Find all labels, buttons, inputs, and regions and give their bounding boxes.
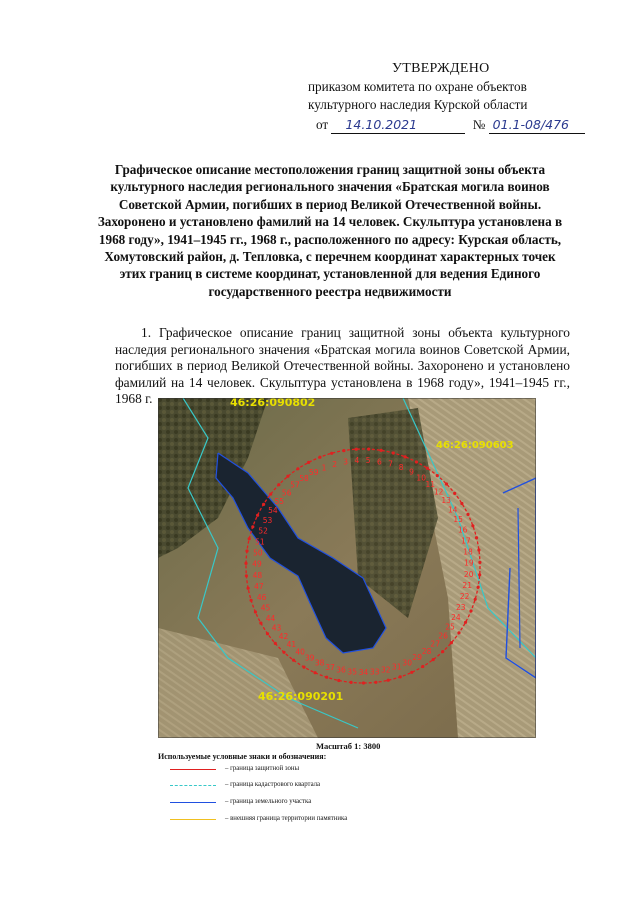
boundary-point-marker [387,679,390,682]
boundary-point-marker [404,455,407,458]
boundary-point-marker [421,665,424,668]
boundary-point-marker [296,467,299,470]
boundary-point-label: 17 [461,536,471,546]
boundary-point-label: 24 [451,613,461,622]
date-value: 14.10.2021 [345,117,418,132]
map-scale: Масштаб 1: 3800 [316,741,381,751]
boundary-point-marker [292,659,295,662]
boundary-point-label: 19 [464,558,474,568]
boundary-point-marker [464,621,467,624]
boundary-point-label: 39 [304,653,315,663]
boundary-point-marker [277,483,280,486]
boundary-point-marker [471,524,474,527]
boundary-point-label: 8 [398,463,404,473]
boundary-point-label: 38 [314,658,325,668]
legend-swatch [170,819,216,820]
boundary-point-marker [436,474,439,477]
boundary-point-marker [245,574,248,577]
number-prefix: № [472,117,486,132]
boundary-point-label: 16 [457,525,468,535]
boundary-point-label: 35 [347,667,357,677]
boundary-point-marker [245,549,248,552]
legend-label: – граница защитной зоны [225,765,300,772]
boundary-point-label: 53 [262,516,273,526]
boundary-point-label: 18 [463,547,473,557]
boundary-point-label: 49 [252,559,262,569]
boundary-point-marker [478,573,481,576]
boundary-point-label: 5 [365,456,371,466]
legend-swatch [170,785,216,786]
boundary-point-marker [355,448,358,451]
boundary-point-label: 46 [256,593,267,602]
boundary-point-marker [478,561,481,564]
boundary-point-label: 7 [388,459,393,469]
legend-swatch [170,802,216,803]
boundary-point-label: 27 [430,639,440,649]
boundary-point-marker [254,610,257,613]
boundary-point-marker [475,536,478,539]
cadastral-label-1: 46:26:090802 [230,398,316,409]
approval-line-1: приказом комитета по охране объектов [308,79,527,94]
boundary-point-marker [269,493,272,496]
boundary-point-label: 10 [416,473,426,483]
boundary-point-marker [469,609,472,612]
boundary-point-label: 13 [441,496,451,506]
boundary-point-marker [256,514,259,517]
boundary-point-marker [474,598,477,601]
boundary-point-marker [250,599,253,602]
boundary-point-marker [251,525,254,528]
boundary-point-label: 22 [459,592,470,602]
boundary-point-marker [426,467,429,470]
cadastral-label-3: 46:26:090201 [258,690,344,703]
boundary-point-marker [445,482,448,485]
boundary-point-label: 42 [278,632,289,642]
boundary-point-label: 51 [255,537,265,547]
boundary-point-label: 23 [456,602,466,612]
boundary-point-marker [415,460,418,463]
boundary-point-label: 41 [286,640,297,650]
boundary-point-label: 44 [265,613,276,623]
boundary-point-label: 45 [260,603,271,613]
boundary-point-label: 6 [377,457,382,467]
boundary-point-label: 21 [462,581,472,591]
boundary-point-marker [286,475,289,478]
number-field [489,116,585,134]
boundary-point-marker [392,451,395,454]
boundary-point-marker [282,651,285,654]
boundary-point-marker [325,676,328,679]
section-paragraph [115,325,570,408]
boundary-point-marker [350,681,353,684]
boundary-point-label: 4 [354,456,360,466]
boundary-point-marker [307,461,310,464]
boundary-point-label: 34 [358,668,369,677]
number-value: 01.1-08/476 [492,117,569,132]
boundary-point-marker [244,562,247,565]
document-title: Графическое описание местоположения границ защитной зоны объекта культурного наследия регионального значения «Братская могила воинов Советской Армии, погибших в период Великой Отечественной войны. Захоронено и установлено фамилий на 14 человек. Скульптура установлена в 1968 году», 1941–1945 гг., 1968 г., расположенного по адресу: Курская область, Хомутовский район, д. Тепловка, с перечнем координат характерных точек этих границ в системе координат, установленной для ведения Единого государственного реестра недвижимости [97,162,563,299]
legend-title: Используемые условные знаки и обозначения: [158,752,327,761]
boundary-point-label: 2 [332,459,338,469]
boundary-point-marker [342,449,345,452]
boundary-point-marker [259,622,262,625]
boundary-point-marker [274,642,277,645]
legend-swatch [170,769,216,770]
legend-label: – внешняя граница территории памятника [225,815,348,822]
boundary-point-marker [337,679,340,682]
boundary-point-label: 48 [252,570,263,580]
boundary-point-label: 47 [254,582,264,592]
boundary-point-label: 55 [274,496,285,506]
boundary-point-label: 30 [402,658,412,668]
boundary-point-marker [477,586,480,589]
boundary-point-marker [362,681,365,684]
boundary-point-marker [460,502,463,505]
boundary-point-label: 12 [433,487,444,497]
boundary-point-label: 1 [321,463,327,473]
boundary-point-marker [450,641,453,644]
boundary-point-marker [374,681,377,684]
boundary-point-label: 57 [290,480,300,490]
date-field [331,116,465,134]
boundary-point-marker [466,513,469,516]
boundary-point-label: 3 [343,457,349,467]
boundary-point-label: 25 [445,622,455,632]
boundary-point-label: 58 [299,473,309,483]
boundary-point-label: 29 [412,653,422,663]
boundary-point-marker [262,503,265,506]
boundary-point-label: 33 [369,667,380,677]
boundary-point-marker [432,658,435,661]
boundary-point-label: 11 [425,480,436,490]
boundary-point-marker [441,650,444,653]
boundary-point-label: 36 [336,665,346,675]
approval-line-2: культурного наследия Курской области [308,97,528,112]
boundary-point-label: 59 [308,468,319,478]
aerial-map [158,398,536,738]
boundary-point-marker [367,448,370,451]
boundary-point-label: 20 [463,570,474,579]
boundary-point-label: 9 [409,467,414,477]
boundary-point-label: 56 [281,488,292,498]
approval-heading: УТВЕРЖДЕНО [392,61,490,76]
boundary-point-marker [399,675,402,678]
approval-date-line [316,116,585,134]
boundary-point-marker [314,671,317,674]
boundary-point-marker [330,452,333,455]
boundary-point-marker [457,631,460,634]
boundary-point-marker [302,666,305,669]
boundary-point-label: 40 [295,647,305,657]
paragraph-text: 1. Графическое описание границ защитной зоны объекта культурного наследия регионального значения «Братская могила воинов Советской Армии, погибших в период Великой Отечественной войны. Захоронено и установлено фамилий на 14 человек. Скульптура установлена в 1968 году», 1941–1945 гг., 1968 г. [115,325,570,407]
boundary-point-label: 15 [453,515,463,525]
date-prefix: от [316,117,329,132]
boundary-point-label: 31 [391,662,402,672]
boundary-point-marker [248,537,251,540]
boundary-point-label: 54 [268,506,278,516]
boundary-point-label: 28 [421,646,432,656]
boundary-point-label: 52 [258,526,268,536]
legend-label: – граница земельного участка [225,798,312,805]
boundary-point-label: 43 [271,623,282,633]
boundary-point-marker [318,456,321,459]
boundary-point-label: 14 [447,505,458,515]
boundary-point-label: 50 [253,548,263,558]
boundary-point-marker [453,492,456,495]
boundary-point-marker [477,548,480,551]
boundary-point-label: 37 [325,662,335,672]
boundary-point-label: 32 [381,665,391,675]
legend-label: – граница кадастрового квартала [225,781,321,788]
boundary-point-marker [410,671,413,674]
boundary-point-marker [266,632,269,635]
boundary-point-marker [247,587,250,590]
boundary-point-marker [380,449,383,452]
cadastral-label-2: 46:26:090603 [436,440,514,451]
boundary-point-label: 26 [438,631,448,641]
